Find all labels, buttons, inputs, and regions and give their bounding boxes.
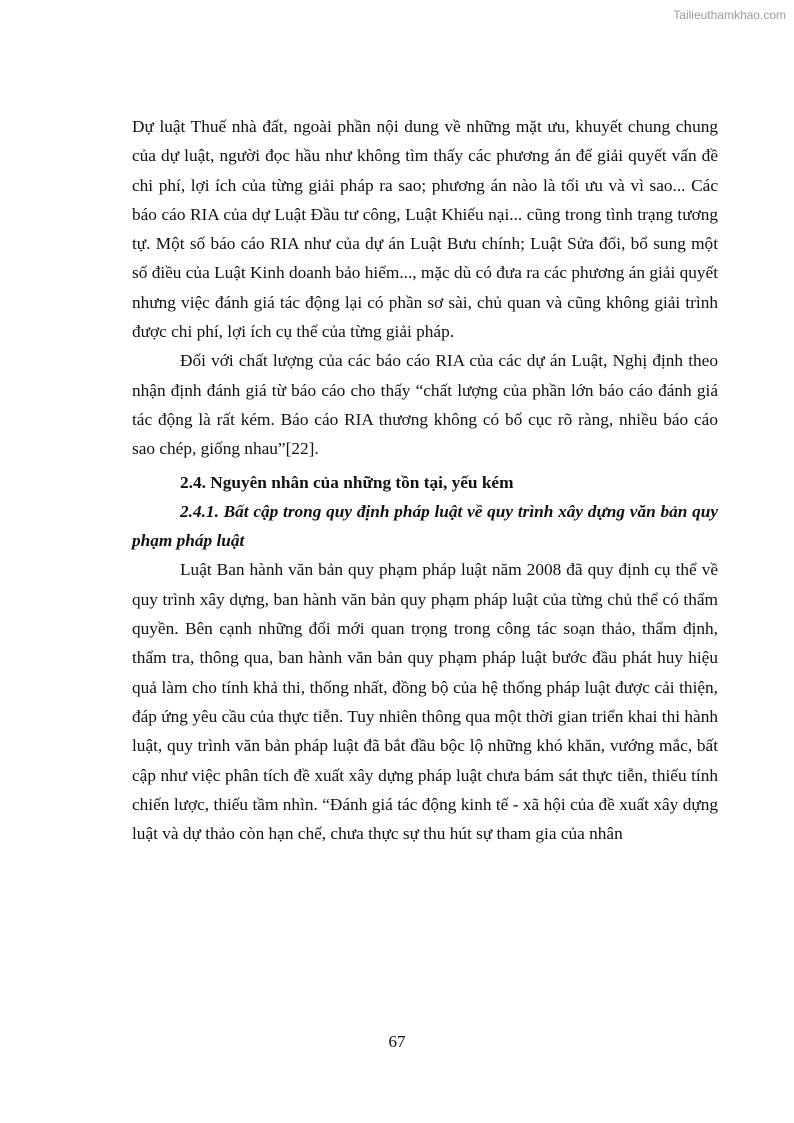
page-body bbox=[132, 112, 718, 848]
paragraph-ria-quality: Đối với chất lượng của các báo cáo RIA của các dự án Luật, Nghị định theo nhận định đánh giá từ báo cáo cho thấy “chất lượng của phần lớn báo cáo đánh giá tác động là rất kém. Báo cáo RIA thương không có bố cục rõ ràng, nhiều báo cáo sao chép, giống nhau”[22]. bbox=[132, 351, 718, 459]
page-number: 67 bbox=[388, 1032, 406, 1051]
paragraph-ria-land-tax: Dự luật Thuế nhà đất, ngoài phần nội dung về những mặt ưu, khuyết chung chung của dự luật, người đọc hầu như không tìm thấy các phương án để giải quyết vấn đề chi phí, lợi ích của từng giải pháp ra sao; phương án nào là tối ưu và vì sao... Các báo cáo RIA của dự Luật Đầu tư công, Luật Khiếu nại... cũng trong tình trạng tương tự. Một số báo cáo RIA như của dự án Luật Bưu chính; Luật Sửa đổi, bổ sung một số điều của Luật Kinh doanh bảo hiểm..., mặc dù có đưa ra các phương án giải quyết nhưng việc đánh giá tác động lại có phần sơ sài, chủ quan và cũng không giải trình được chi phí, lợi ích cụ thể của từng giải pháp. bbox=[132, 117, 718, 342]
section-heading: 2.4. Nguyên nhân của những tồn tại, yếu kém bbox=[180, 472, 514, 492]
watermark: Tailieuthamkhao.com bbox=[673, 8, 786, 22]
subsection-heading: 2.4.1. Bất cập trong quy định pháp luật về quy trình xây dựng văn bản quy phạm pháp luật bbox=[132, 501, 718, 551]
paragraph-law-2008: Luật Ban hành văn bản quy phạm pháp luật năm 2008 đã quy định cụ thể về quy trình xây dựng, ban hành văn bản quy phạm pháp luật của từng chủ thể có thẩm quyền. Bên cạnh những đổi mới quan trọng trong công tác soạn thảo, thẩm định, thẩm tra, thông qua, ban hành văn bản quy phạm pháp luật bước đầu phát huy hiệu quả làm cho tính khả thi, thống nhất, đồng bộ của hệ thống pháp luật được cải thiện, đáp ứng yêu cầu của thực tiễn. Tuy nhiên thông qua một thời gian triển khai thi hành luật, quy trình văn bản pháp luật đã bắt đầu bộc lộ những khó khăn, vướng mắc, bất cập như việc phân tích đề xuất xây dựng pháp luật chưa bám sát thực tiễn, thiếu tính chiến lược, thiếu tầm nhìn. “Đánh giá tác động kinh tế - xã hội của đề xuất xây dựng luật và dự thảo còn hạn chế, chưa thực sự thu hút sự tham gia của nhân bbox=[132, 560, 718, 844]
